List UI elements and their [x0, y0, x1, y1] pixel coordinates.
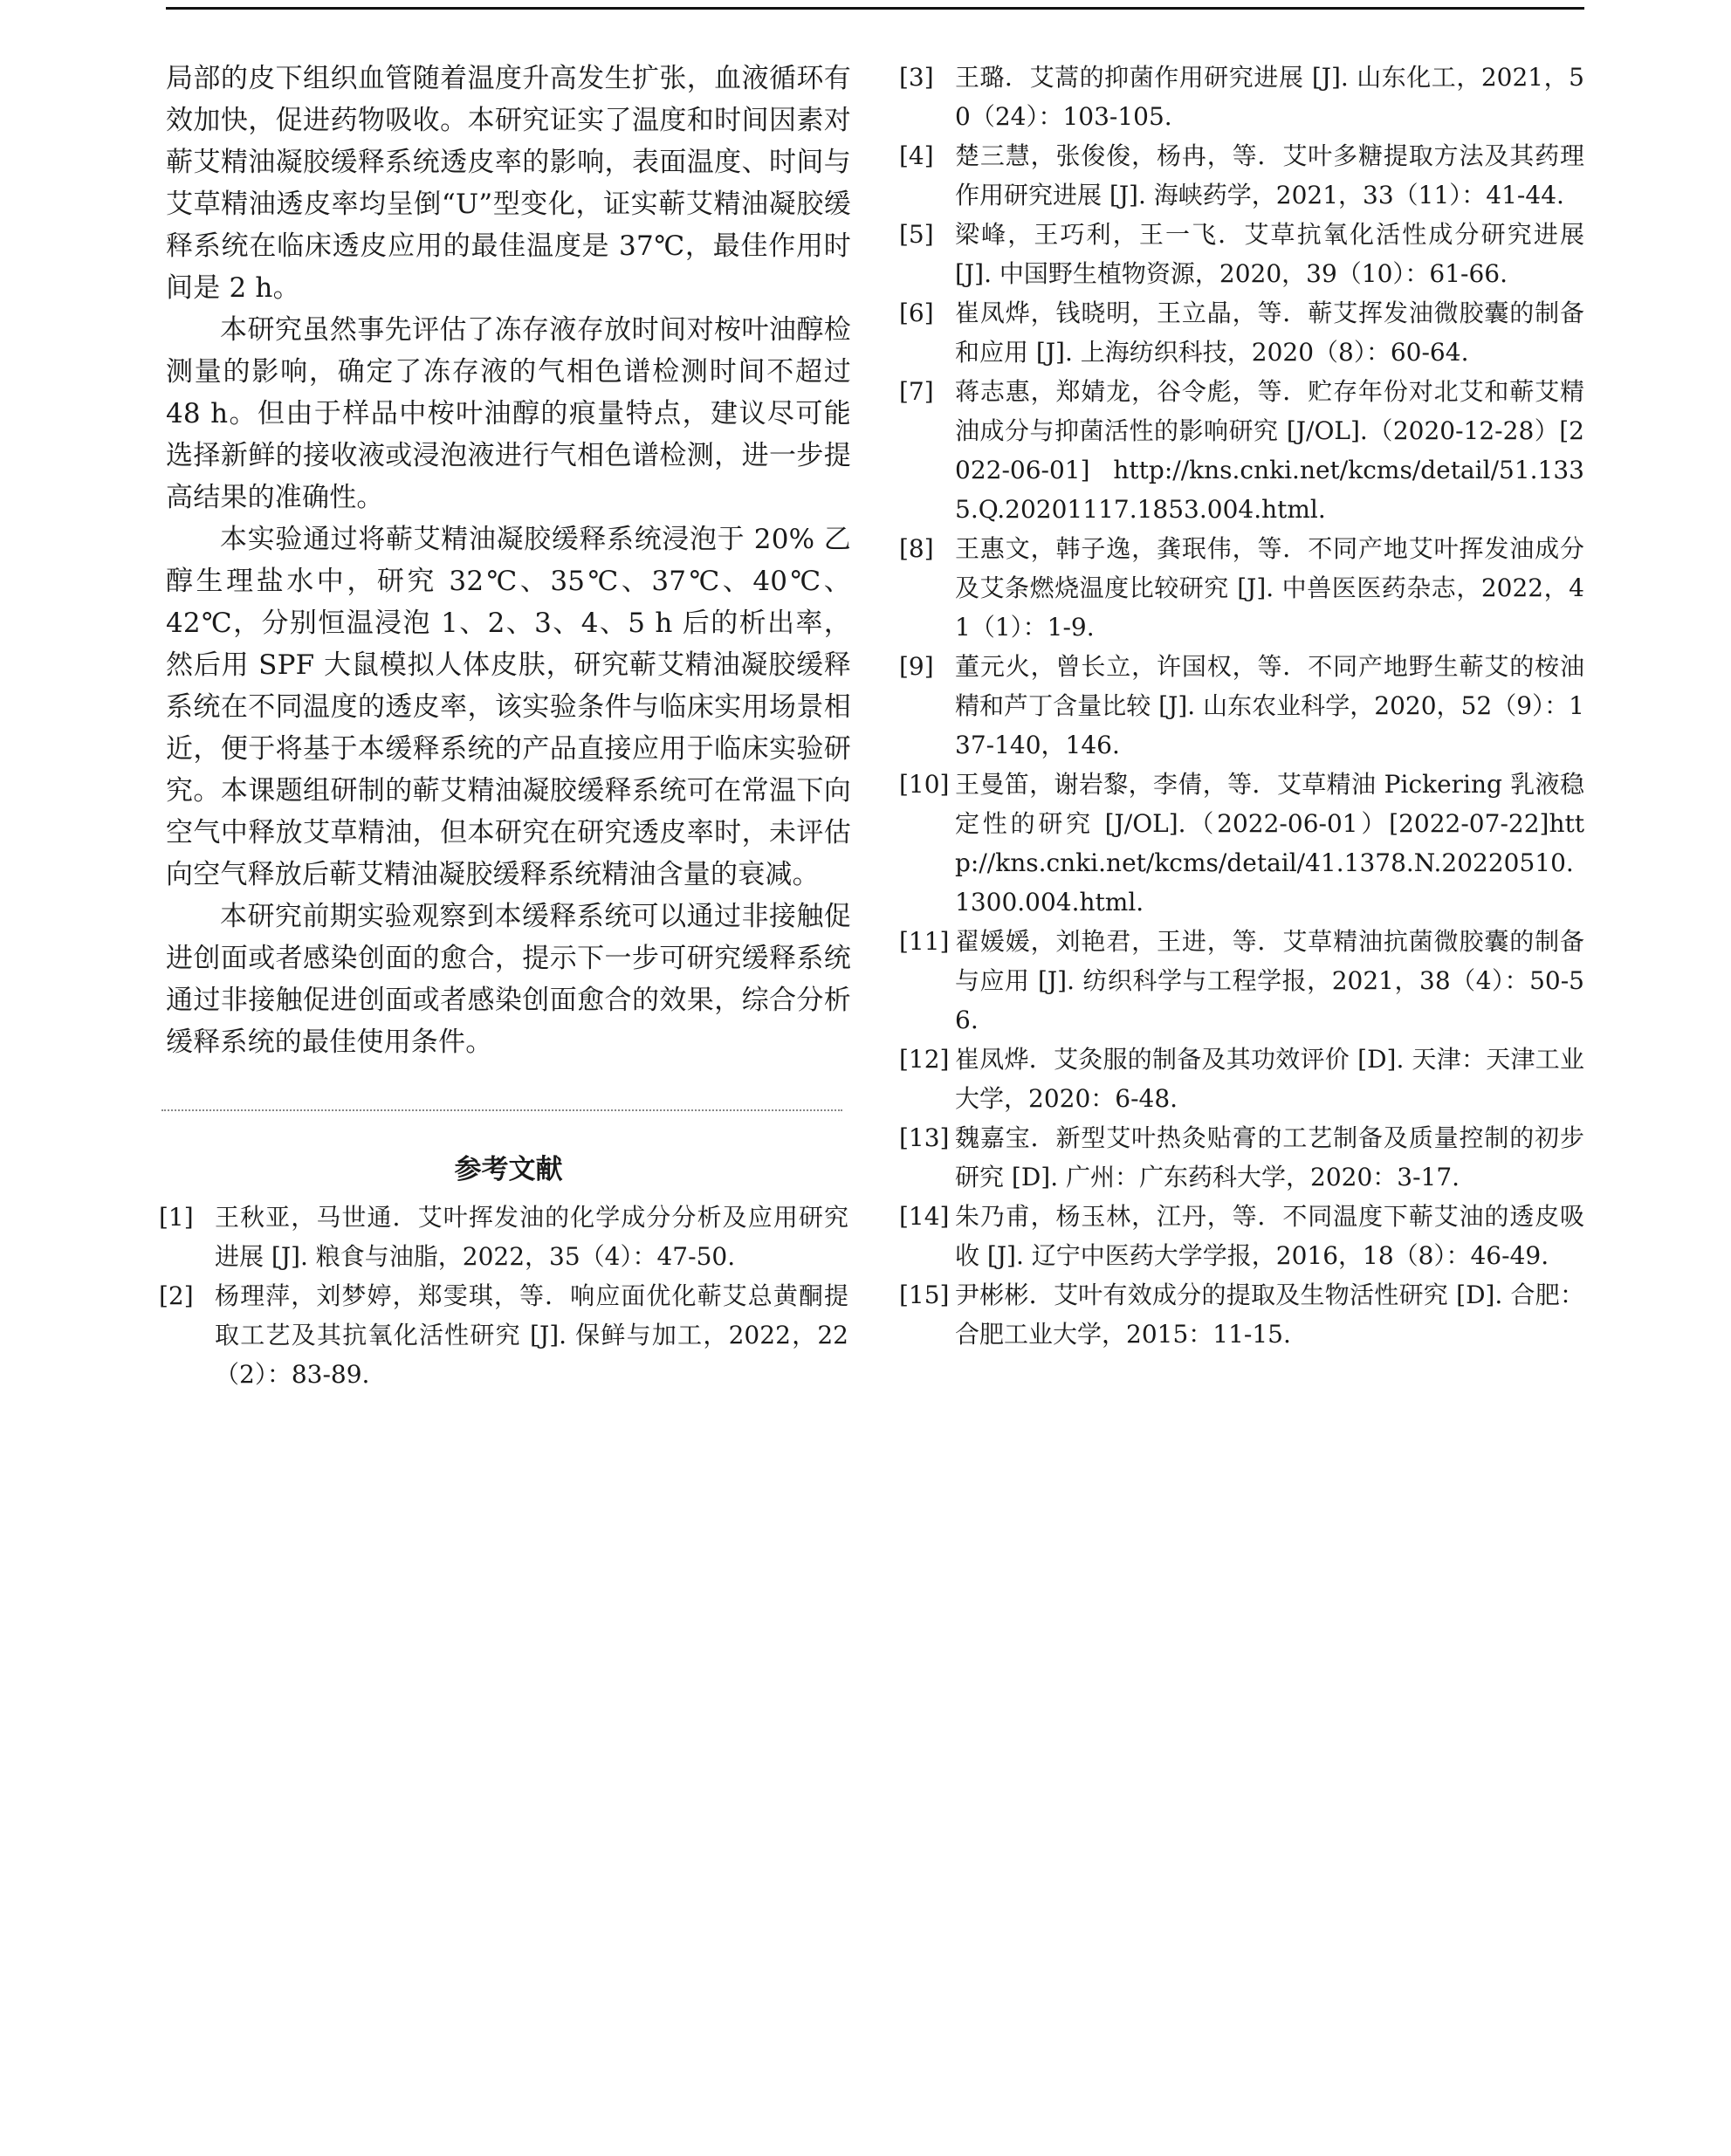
reference-item	[159, 1276, 848, 1394]
reference-text: 尹彬彬．艾叶有效成分的提取及生物活性研究 [D]. 合肥：合肥工业大学，2015：11-15.	[955, 1281, 1584, 1349]
body-paragraph: 本研究虽然事先评估了冻存液存放时间对桉叶油醇检测量的影响，确定了冻存液的气相色谱检测时间不超过 48 h。但由于样品中桉叶油醇的痕量特点，建议尽可能选择新鲜的接收液或浸泡液进行气相色谱检测，进一步提高结果的准确性。	[166, 314, 851, 513]
reference-number: [6]	[899, 299, 934, 327]
reference-item	[899, 1040, 1584, 1118]
references-heading: 参考文献	[454, 1154, 563, 1185]
reference-item	[899, 136, 1584, 215]
reference-text: 王曼笛，谢岩黎，李倩，等．艾草精油 Pickering 乳液稳定性的研究 [J/OL].（2022-06-01）[2022-07-22]http://kns.cnki.net/kcms/detail/41.1378.N.20220510.1300.004.html.	[955, 770, 1584, 917]
reference-number: [5]	[899, 220, 934, 249]
reference-item	[899, 215, 1584, 293]
reference-text: 翟媛媛，刘艳君，王进，等．艾草精油抗菌微胶囊的制备与应用 [J]. 纺织科学与工程学报，2021，38（4）：50-56.	[955, 927, 1584, 1034]
reference-item	[899, 1118, 1584, 1197]
reference-list-left	[159, 1198, 848, 1394]
reference-text: 朱乃甫，杨玉林，江丹，等．不同温度下蕲艾油的透皮吸收 [J]. 辽宁中医药大学学报，2016，18（8）：46-49.	[955, 1202, 1584, 1270]
reference-number: [1]	[159, 1203, 194, 1232]
body-paragraph: 本实验通过将蕲艾精油凝胶缓释系统浸泡于 20% 乙醇生理盐水中，研究 32℃、35℃、37℃、40℃、42℃，分别恒温浸泡 1、2、3、4、5 h 后的析出率，然后用 SPF 大鼠模拟人体皮肤，研究蕲艾精油凝胶缓释系统在不同温度的透皮率，该实验条件与临床实用场景相近，便于将基于本缓释系统的产品直接应用于临床实验研究。本课题组研制的蕲艾精油凝胶缓释系统可在常温下向空气中释放艾草精油，但本研究在研究透皮率时，未评估向空气释放后蕲艾精油凝胶缓释系统精油含量的衰减。	[166, 524, 851, 890]
reference-number: [9]	[899, 652, 934, 681]
reference-number: [2]	[159, 1281, 194, 1310]
reference-text: 楚三慧，张俊俊，杨冉，等．艾叶多糖提取方法及其药理作用研究进展 [J]. 海峡药学，2021，33（11）：41-44.	[955, 141, 1584, 209]
body-paragraph: 本研究前期实验观察到本缓释系统可以通过非接触促进创面或者感染创面的愈合，提示下一步可研究缓释系统通过非接触促进创面或者感染创面愈合的效果，综合分析缓释系统的最佳使用条件。	[166, 901, 851, 1058]
reference-item	[899, 765, 1584, 922]
reference-number: [3]	[899, 63, 934, 92]
reference-item	[899, 372, 1584, 529]
reference-text: 蒋志惠，郑婧龙，谷令彪，等．贮存年份对北艾和蕲艾精油成分与抑菌活性的影响研究 [J/OL].（2020-12-28）[2022-06-01] http://kns.cnki.net/kcms/detail/51.1335.Q.20201117.1853.004.html.	[955, 377, 1584, 524]
reference-number: [4]	[899, 141, 934, 170]
body-paragraph: 局部的皮下组织血管随着温度升高发生扩张，血液循环有效加快，促进药物吸收。本研究证实了温度和时间因素对蕲艾精油凝胶缓释系统透皮率的影响，表面温度、时间与艾草精油透皮率均呈倒“U”型变化，证实蕲艾精油凝胶缓释系统在临床透皮应用的最佳温度是 37℃，最佳作用时间是 2 h。	[166, 63, 851, 304]
reference-number: [7]	[899, 377, 934, 406]
reference-text: 梁峰，王巧利，王一飞．艾草抗氧化活性成分研究进展 [J]. 中国野生植物资源，2020，39（10）：61-66.	[955, 220, 1584, 288]
reference-text: 杨理萍，刘梦婷，郑雯琪，等．响应面优化蕲艾总黄酮提取工艺及其抗氧化活性研究 [J]. 保鲜与加工，2022，22（2）：83-89.	[215, 1281, 848, 1389]
header-rule	[166, 7, 1584, 10]
reference-number: [15]	[899, 1281, 950, 1309]
reference-list-right	[899, 58, 1584, 1354]
reference-item	[899, 922, 1584, 1040]
reference-item	[899, 58, 1584, 136]
reference-item	[899, 529, 1584, 647]
reference-text: 魏嘉宝．新型艾叶热灸贴膏的工艺制备及质量控制的初步研究 [D]. 广州：广东药科大学，2020：3-17.	[955, 1123, 1584, 1191]
reference-number: [13]	[899, 1123, 950, 1152]
reference-number: [11]	[899, 927, 950, 956]
reference-number: [10]	[899, 770, 950, 799]
reference-item	[899, 647, 1584, 765]
reference-text: 王秋亚，马世通．艾叶挥发油的化学成分分析及应用研究进展 [J]. 粮食与油脂，2022，35（4）：47-50.	[215, 1203, 848, 1271]
reference-number: [8]	[899, 534, 934, 563]
reference-item	[899, 1197, 1584, 1275]
reference-text: 王惠文，韩子逸，龚珉伟，等．不同产地艾叶挥发油成分及艾条燃烧温度比较研究 [J]. 中兽医医药杂志，2022，41（1）：1-9.	[955, 534, 1584, 642]
reference-text: 王璐．艾蒿的抑菌作用研究进展 [J]. 山东化工，2021，50（24）：103-105.	[955, 63, 1584, 131]
reference-item	[899, 293, 1584, 372]
reference-text: 崔凤烨，钱晓明，王立晶，等．蕲艾挥发油微胶囊的制备和应用 [J]. 上海纺织科技，2020（8）：60-64.	[955, 299, 1584, 367]
reference-number: [12]	[899, 1045, 950, 1074]
left-column-body	[166, 58, 851, 1063]
reference-text: 崔凤烨．艾灸服的制备及其功效评价 [D]. 天津：天津工业大学，2020：6-48.	[955, 1045, 1584, 1113]
reference-item	[899, 1275, 1584, 1354]
section-divider	[161, 1109, 842, 1111]
reference-number: [14]	[899, 1202, 950, 1231]
reference-text: 董元火，曾长立，许国权，等．不同产地野生蕲艾的桉油精和芦丁含量比较 [J]. 山东农业科学，2020，52（9）：137-140，146.	[955, 652, 1584, 759]
reference-item	[159, 1198, 848, 1276]
